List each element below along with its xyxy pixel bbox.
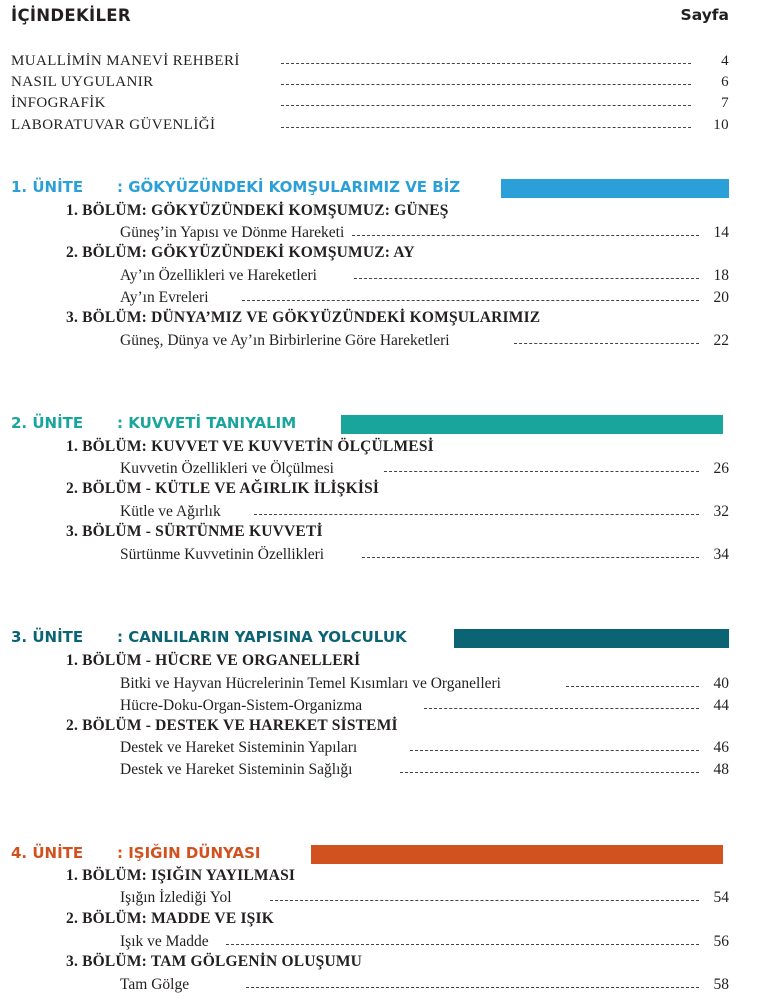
leader-dots — [242, 300, 699, 301]
topic-entry[interactable] — [120, 331, 729, 353]
unit-title: : IŞIĞIN DÜNYASI — [117, 844, 261, 862]
leader-dots — [384, 471, 699, 472]
section-title[interactable]: 1. BÖLÜM: KUVVET VE KUVVETİN ÖLÇÜLMESİ — [66, 438, 434, 455]
leader-dots — [352, 235, 699, 236]
topic-entry[interactable] — [120, 545, 729, 567]
topic-entry[interactable] — [120, 674, 729, 696]
unit-1-heading[interactable] — [11, 178, 729, 200]
topic-label: Sürtünme Kuvvetinin Özellikleri — [120, 546, 325, 563]
topic-entry[interactable] — [120, 975, 729, 997]
topic-label: Kuvvetin Özellikleri ve Ölçülmesi — [120, 460, 334, 477]
leader-dots — [410, 750, 699, 751]
unit-3-heading[interactable] — [11, 628, 729, 650]
front-entry-label: NASIL UYGULANIR — [11, 74, 154, 90]
section-title[interactable]: 3. BÖLÜM: TAM GÖLGENİN OLUŞUMU — [66, 953, 363, 970]
topic-label: Tam Gölge — [120, 976, 190, 993]
topic-label: Işık ve Madde — [120, 933, 209, 950]
front-entry-label: İNFOGRAFİK — [11, 95, 106, 111]
leader-dots — [246, 987, 699, 988]
topic-label: Işığın İzlediği Yol — [120, 889, 232, 906]
front-entry-page: 4 — [721, 53, 729, 69]
unit-4-heading[interactable] — [11, 844, 729, 866]
front-entry[interactable] — [11, 72, 729, 94]
topic-label: Destek ve Hareket Sisteminin Yapıları — [120, 739, 358, 756]
topic-page: 34 — [713, 546, 729, 563]
topic-page: 44 — [713, 697, 729, 714]
topic-entry[interactable] — [120, 223, 729, 245]
topic-entry[interactable] — [120, 502, 729, 524]
front-entry-page: 7 — [721, 95, 729, 111]
topic-entry[interactable] — [120, 459, 729, 481]
unit-number: 4. ÜNİTE — [11, 844, 84, 862]
unit-color-bar — [454, 629, 729, 648]
topic-label: Güneş’in Yapısı ve Dönme Hareketi — [120, 224, 345, 241]
topic-entry[interactable] — [120, 696, 729, 718]
leader-dots — [281, 127, 691, 128]
section-title[interactable]: 2. BÖLÜM: GÖKYÜZÜNDEKİ KOMŞUMUZ: AY — [66, 244, 415, 261]
topic-page: 32 — [713, 503, 729, 520]
unit-title: : KUVVETİ TANIYALIM — [117, 414, 297, 432]
topic-label: Kütle ve Ağırlık — [120, 503, 221, 520]
leader-dots — [400, 772, 699, 773]
front-entry-page: 10 — [713, 117, 729, 133]
page-column-label: Sayfa — [680, 6, 729, 24]
toc-header — [11, 6, 729, 30]
unit-number: 1. ÜNİTE — [11, 178, 84, 196]
topic-page: 22 — [713, 332, 729, 349]
topic-entry[interactable] — [120, 932, 729, 954]
leader-dots — [354, 278, 699, 279]
topic-entry[interactable] — [120, 760, 729, 782]
section-title[interactable]: 2. BÖLÜM - DESTEK VE HAREKET SİSTEMİ — [66, 717, 398, 734]
front-entry[interactable] — [11, 115, 729, 137]
unit-number: 3. ÜNİTE — [11, 628, 84, 646]
leader-dots — [254, 514, 699, 515]
leader-dots — [270, 900, 699, 901]
topic-page: 58 — [713, 976, 729, 993]
front-entry-label: LABORATUVAR GÜVENLİĞİ — [11, 117, 216, 133]
unit-color-bar — [501, 179, 729, 198]
topic-entry[interactable] — [120, 266, 729, 288]
topic-page: 54 — [713, 889, 729, 906]
topic-entry[interactable] — [120, 888, 729, 910]
topic-label: Bitki ve Hayvan Hücrelerinin Temel Kısımları ve Organelleri — [120, 675, 501, 692]
unit-2-heading[interactable] — [11, 414, 729, 436]
leader-dots — [362, 557, 699, 558]
topic-label: Güneş, Dünya ve Ay’ın Birbirlerine Göre Hareketleri — [120, 332, 450, 349]
section-title[interactable]: 3. BÖLÜM - SÜRTÜNME KUVVETİ — [66, 523, 323, 540]
topic-entry[interactable] — [120, 288, 729, 310]
topic-page: 56 — [713, 933, 729, 950]
topic-page: 48 — [713, 761, 729, 778]
leader-dots — [226, 944, 699, 945]
unit-color-bar — [341, 415, 723, 434]
section-title[interactable]: 1. BÖLÜM: GÖKYÜZÜNDEKİ KOMŞUMUZ: GÜNEŞ — [66, 202, 449, 219]
front-entry[interactable] — [11, 51, 729, 73]
front-entry-label: MUALLİMİN MANEVİ REHBERİ — [11, 53, 240, 69]
section-title[interactable]: 1. BÖLÜM: IŞIĞIN YAYILMASI — [66, 867, 296, 884]
section-title[interactable]: 3. BÖLÜM: DÜNYA’MIZ VE GÖKYÜZÜNDEKİ KOMŞULARIMIZ — [66, 309, 541, 326]
unit-number: 2. ÜNİTE — [11, 414, 84, 432]
section-title[interactable]: 2. BÖLÜM - KÜTLE VE AĞIRLIK İLİŞKİSİ — [66, 480, 380, 497]
topic-page: 14 — [713, 224, 729, 241]
topic-label: Ay’ın Özellikleri ve Hareketleri — [120, 267, 317, 284]
topic-page: 20 — [713, 289, 729, 306]
topic-page: 40 — [713, 675, 729, 692]
leader-dots — [514, 343, 699, 344]
front-entry-page: 6 — [721, 74, 729, 90]
topic-label: Destek ve Hareket Sisteminin Sağlığı — [120, 761, 353, 778]
topic-label: Ay’ın Evreleri — [120, 289, 209, 306]
unit-title: : GÖKYÜZÜNDEKİ KOMŞULARIMIZ VE BİZ — [117, 178, 461, 196]
front-entry[interactable] — [11, 93, 729, 115]
section-title[interactable]: 2. BÖLÜM: MADDE VE IŞIK — [66, 910, 274, 927]
leader-dots — [281, 63, 691, 64]
topic-entry[interactable] — [120, 738, 729, 760]
leader-dots — [424, 708, 699, 709]
leader-dots — [281, 84, 691, 85]
unit-title: : CANLILARIN YAPISINA YOLCULUK — [117, 628, 407, 646]
leader-dots — [566, 686, 699, 687]
topic-label: Hücre-Doku-Organ-Sistem-Organizma — [120, 697, 363, 714]
unit-color-bar — [311, 845, 723, 864]
section-title[interactable]: 1. BÖLÜM - HÜCRE VE ORGANELLERİ — [66, 652, 361, 669]
leader-dots — [281, 105, 691, 106]
topic-page: 26 — [713, 460, 729, 477]
topic-page: 46 — [713, 739, 729, 756]
toc-title: İÇİNDEKİLER — [11, 6, 131, 25]
topic-page: 18 — [713, 267, 729, 284]
